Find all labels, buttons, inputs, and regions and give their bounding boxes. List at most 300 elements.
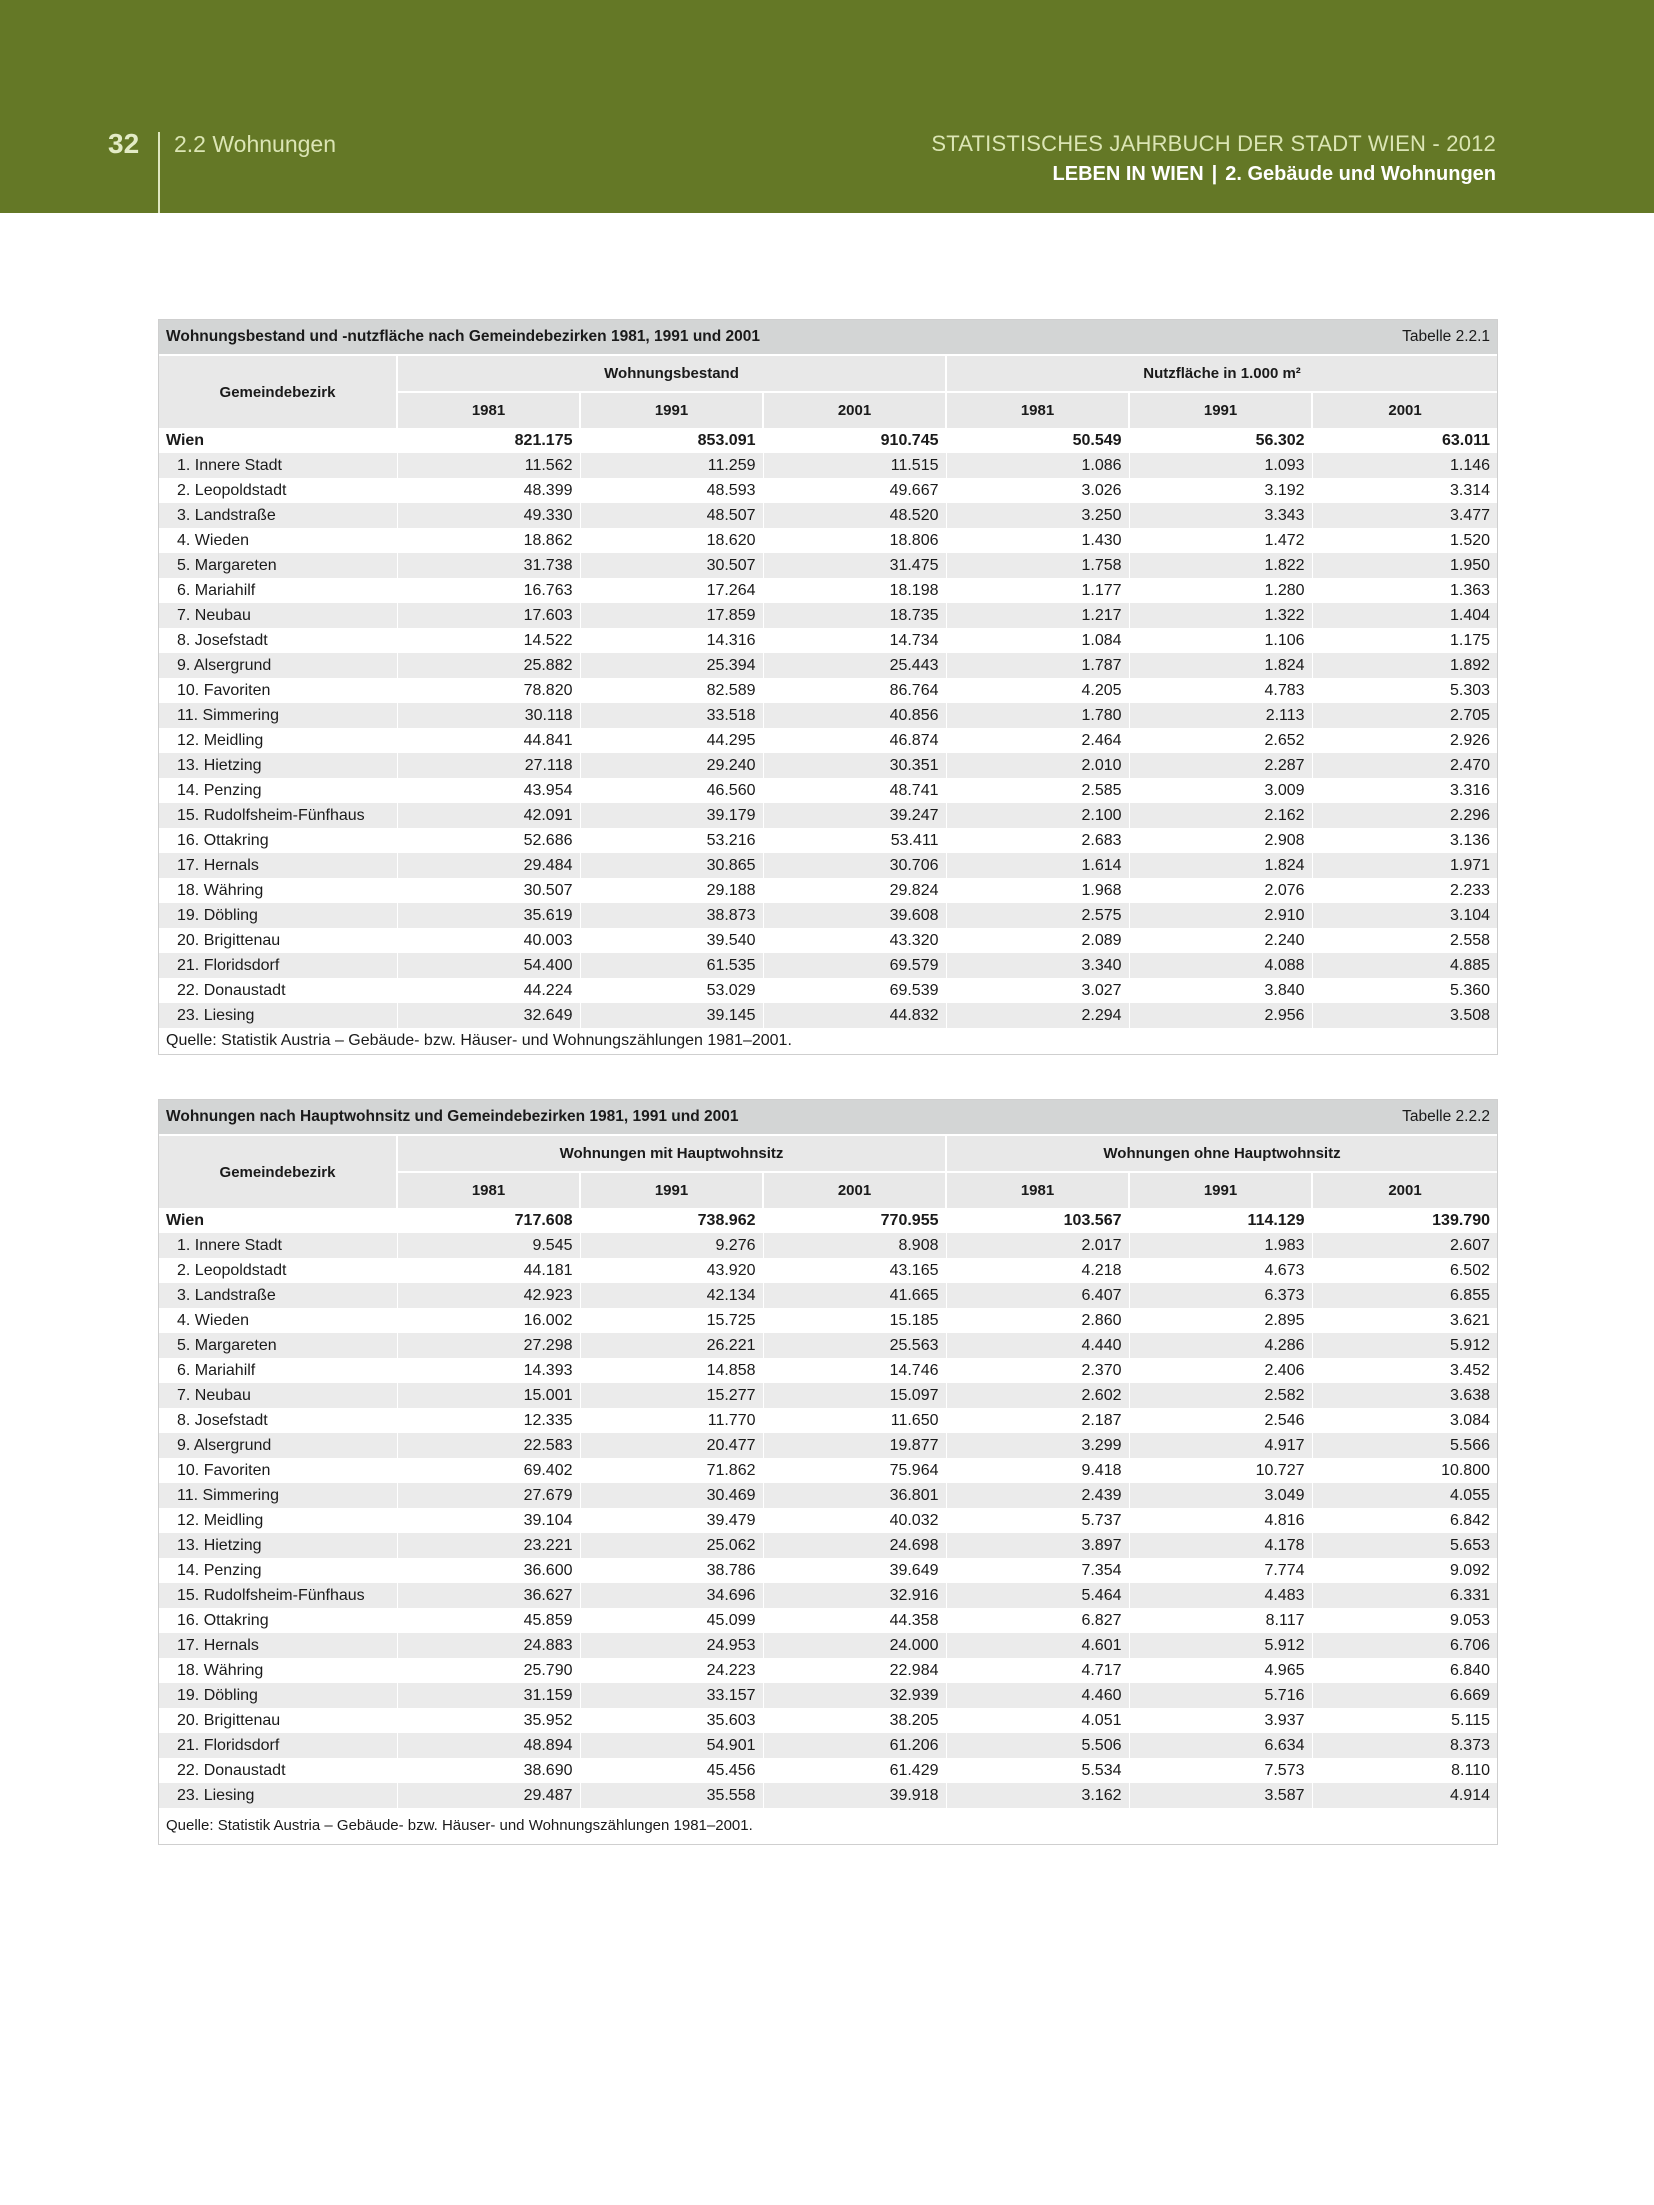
value-cell: 2.575 xyxy=(946,903,1129,928)
table-row xyxy=(159,1583,1497,1608)
value-cell: 9.545 xyxy=(397,1233,580,1258)
value-cell: 4.440 xyxy=(946,1333,1129,1358)
value-cell: 6.331 xyxy=(1312,1583,1497,1608)
district-name-cell: 17. Hernals xyxy=(159,853,397,878)
value-cell: 7.573 xyxy=(1129,1758,1312,1783)
table-row xyxy=(159,1283,1497,1308)
value-cell: 24.223 xyxy=(580,1658,763,1683)
value-cell: 25.394 xyxy=(580,653,763,678)
value-cell: 18.620 xyxy=(580,528,763,553)
value-cell: 43.920 xyxy=(580,1258,763,1283)
value-cell: 15.725 xyxy=(580,1308,763,1333)
year-header: 1981 xyxy=(397,392,580,428)
value-cell: 30.351 xyxy=(763,753,946,778)
value-cell: 3.340 xyxy=(946,953,1129,978)
table-row xyxy=(159,653,1497,678)
value-cell: 4.205 xyxy=(946,678,1129,703)
value-cell: 3.508 xyxy=(1312,1003,1497,1028)
value-cell: 42.134 xyxy=(580,1283,763,1308)
value-cell: 1.093 xyxy=(1129,453,1312,478)
value-cell: 7.354 xyxy=(946,1558,1129,1583)
value-cell: 14.522 xyxy=(397,628,580,653)
value-cell: 1.086 xyxy=(946,453,1129,478)
value-cell: 2.464 xyxy=(946,728,1129,753)
value-cell: 3.452 xyxy=(1312,1358,1497,1383)
value-cell: 6.669 xyxy=(1312,1683,1497,1708)
value-cell: 3.250 xyxy=(946,503,1129,528)
value-cell: 35.619 xyxy=(397,903,580,928)
value-cell: 1.968 xyxy=(946,878,1129,903)
value-cell: 2.607 xyxy=(1312,1233,1497,1258)
table-row xyxy=(159,1533,1497,1558)
value-cell: 31.475 xyxy=(763,553,946,578)
year-header: 1991 xyxy=(1129,392,1312,428)
district-name-cell: 7. Neubau xyxy=(159,1383,397,1408)
value-cell: 48.593 xyxy=(580,478,763,503)
chapter-part-2: 2. Gebäude und Wohnungen xyxy=(1225,163,1496,185)
value-cell: 2.683 xyxy=(946,828,1129,853)
value-cell: 15.001 xyxy=(397,1383,580,1408)
value-cell: 1.404 xyxy=(1312,603,1497,628)
value-cell: 34.696 xyxy=(580,1583,763,1608)
data-table xyxy=(159,320,1497,1054)
district-name-cell: 1. Innere Stadt xyxy=(159,453,397,478)
value-cell: 12.335 xyxy=(397,1408,580,1433)
value-cell: 27.679 xyxy=(397,1483,580,1508)
district-name-cell: 11. Simmering xyxy=(159,703,397,728)
value-cell: 3.621 xyxy=(1312,1308,1497,1333)
value-cell: 30.706 xyxy=(763,853,946,878)
value-cell: 8.110 xyxy=(1312,1758,1497,1783)
value-cell: 6.407 xyxy=(946,1283,1129,1308)
district-name-cell: 9. Alsergrund xyxy=(159,1433,397,1458)
table-row xyxy=(159,1558,1497,1583)
value-cell: 27.298 xyxy=(397,1333,580,1358)
value-cell: 43.954 xyxy=(397,778,580,803)
district-name-cell: 14. Penzing xyxy=(177,1562,262,1579)
value-cell: 61.535 xyxy=(580,953,763,978)
page-number: 32 xyxy=(108,128,140,159)
value-cell: 32.916 xyxy=(763,1583,946,1608)
value-cell: 43.320 xyxy=(763,928,946,953)
value-cell: 32.649 xyxy=(397,1003,580,1028)
table-title: Wohnungsbestand und -nutzfläche nach Gemeindebezirken 1981, 1991 und 2001 xyxy=(159,320,1129,354)
value-cell: 39.479 xyxy=(580,1508,763,1533)
value-cell: 31.738 xyxy=(397,553,580,578)
value-cell: 3.840 xyxy=(1129,978,1312,1003)
value-cell: 2.705 xyxy=(1312,703,1497,728)
table-row xyxy=(159,1308,1497,1333)
table-row xyxy=(159,1358,1497,1383)
district-name-cell: 20. Brigittenau xyxy=(177,1712,281,1729)
value-cell: 61.429 xyxy=(763,1758,946,1783)
value-cell: 1.084 xyxy=(946,628,1129,653)
value-cell: 8.908 xyxy=(763,1233,946,1258)
table-row xyxy=(159,678,1497,703)
district-name-cell: 18. Währing xyxy=(177,1662,264,1679)
year-header: 1981 xyxy=(946,392,1129,428)
district-name-cell: 2. Leopoldstadt xyxy=(177,1262,287,1279)
value-cell: 5.737 xyxy=(946,1508,1129,1533)
value-cell: 4.088 xyxy=(1129,953,1312,978)
value-cell: 4.717 xyxy=(946,1658,1129,1683)
table-row xyxy=(159,728,1497,753)
value-cell: 24.698 xyxy=(763,1533,946,1558)
value-cell: 54.400 xyxy=(397,953,580,978)
table-row xyxy=(159,1458,1497,1483)
district-name-cell: 4. Wieden xyxy=(177,1312,250,1329)
value-cell: 69.579 xyxy=(763,953,946,978)
value-cell: 82.589 xyxy=(580,678,763,703)
value-cell: 3.192 xyxy=(1129,478,1312,503)
value-cell: 9.092 xyxy=(1312,1558,1497,1583)
value-cell: 33.518 xyxy=(580,703,763,728)
table-row xyxy=(159,828,1497,853)
value-cell: 2.652 xyxy=(1129,728,1312,753)
value-cell: 1.892 xyxy=(1312,653,1497,678)
value-cell: 1.472 xyxy=(1129,528,1312,553)
table-row xyxy=(159,953,1497,978)
value-cell: 39.247 xyxy=(763,803,946,828)
value-cell: 1.322 xyxy=(1129,603,1312,628)
value-cell: 4.601 xyxy=(946,1633,1129,1658)
value-cell: 46.874 xyxy=(763,728,946,753)
value-cell: 39.608 xyxy=(763,903,946,928)
value-cell: 17.264 xyxy=(580,578,763,603)
table-row xyxy=(159,803,1497,828)
value-cell: 2.370 xyxy=(946,1358,1129,1383)
value-cell: 1.146 xyxy=(1312,453,1497,478)
value-cell: 3.587 xyxy=(1129,1783,1312,1808)
value-cell: 6.634 xyxy=(1129,1733,1312,1758)
value-cell: 4.055 xyxy=(1312,1483,1497,1508)
value-cell: 30.469 xyxy=(580,1483,763,1508)
value-cell: 1.971 xyxy=(1312,853,1497,878)
table-source: Quelle: Statistik Austria – Gebäude- bzw. Häuser- und Wohnungszählungen 1981–2001. xyxy=(166,1032,792,1049)
table-row xyxy=(159,1783,1497,1808)
district-name-cell: 8. Josefstadt xyxy=(177,1412,268,1429)
district-name-cell: 6. Mariahilf xyxy=(177,1362,256,1379)
value-cell: 2.558 xyxy=(1312,928,1497,953)
value-cell: 2.010 xyxy=(946,753,1129,778)
value-cell: 29.824 xyxy=(763,878,946,903)
group-header-2: Nutzfläche in 1.000 m² xyxy=(946,356,1497,392)
value-cell: 2.406 xyxy=(1129,1358,1312,1383)
value-cell: 14.858 xyxy=(580,1358,763,1383)
table-row xyxy=(159,1483,1497,1508)
value-cell: 6.373 xyxy=(1129,1283,1312,1308)
value-cell: 44.181 xyxy=(397,1258,580,1283)
district-name-cell: 21. Floridsdorf xyxy=(159,1733,397,1758)
district-name-cell: 19. Döbling xyxy=(159,1683,397,1708)
value-cell: 18.735 xyxy=(763,603,946,628)
district-name-cell: 9. Alsergrund xyxy=(159,653,397,678)
value-cell: 24.953 xyxy=(580,1633,763,1658)
district-name-cell: 5. Margareten xyxy=(159,1333,397,1358)
value-cell: 2.233 xyxy=(1312,878,1497,903)
value-cell: 35.952 xyxy=(397,1708,580,1733)
district-name-cell: 23. Liesing xyxy=(159,1003,397,1028)
value-cell: 14.746 xyxy=(763,1358,946,1383)
table-body xyxy=(159,1208,1497,1808)
district-name-cell: Wien xyxy=(166,1212,205,1229)
value-cell: 1.983 xyxy=(1129,1233,1312,1258)
table-row xyxy=(159,878,1497,903)
value-cell: 25.790 xyxy=(397,1658,580,1683)
value-cell: 139.790 xyxy=(1312,1208,1497,1233)
column-header-district: Gemeindebezirk xyxy=(159,1136,397,1208)
value-cell: 15.097 xyxy=(763,1383,946,1408)
value-cell: 9.418 xyxy=(946,1458,1129,1483)
value-cell: 8.373 xyxy=(1312,1733,1497,1758)
district-name-cell: 3. Landstraße xyxy=(159,1283,397,1308)
table-row xyxy=(159,578,1497,603)
value-cell: 4.178 xyxy=(1129,1533,1312,1558)
district-name-cell: 17. Hernals xyxy=(159,1633,397,1658)
value-cell: 5.716 xyxy=(1129,1683,1312,1708)
value-cell: 3.026 xyxy=(946,478,1129,503)
value-cell: 3.027 xyxy=(946,978,1129,1003)
table-title: Wohnungen nach Hauptwohnsitz und Gemeindebezirken 1981, 1991 und 2001 xyxy=(159,1100,1129,1134)
value-cell: 30.507 xyxy=(580,553,763,578)
value-cell: 18.806 xyxy=(763,528,946,553)
value-cell: 15.185 xyxy=(763,1308,946,1333)
district-name-cell: 21. Floridsdorf xyxy=(159,953,397,978)
value-cell: 2.582 xyxy=(1129,1383,1312,1408)
value-cell: 3.104 xyxy=(1312,903,1497,928)
value-cell: 18.862 xyxy=(397,528,580,553)
value-cell: 5.303 xyxy=(1312,678,1497,703)
value-cell: 2.287 xyxy=(1129,753,1312,778)
page-header xyxy=(0,0,1654,213)
value-cell: 4.460 xyxy=(946,1683,1129,1708)
value-cell: 22.984 xyxy=(763,1658,946,1683)
district-name-cell: 19. Döbling xyxy=(159,903,397,928)
value-cell: 2.910 xyxy=(1129,903,1312,928)
year-header: 2001 xyxy=(1312,1172,1497,1208)
value-cell: 1.217 xyxy=(946,603,1129,628)
value-cell: 3.638 xyxy=(1312,1383,1497,1408)
value-cell: 1.280 xyxy=(1129,578,1312,603)
table-row xyxy=(159,1333,1497,1358)
value-cell: 41.665 xyxy=(763,1283,946,1308)
value-cell: 1.822 xyxy=(1129,553,1312,578)
value-cell: 71.862 xyxy=(580,1458,763,1483)
district-name-cell: 3. Landstraße xyxy=(159,503,397,528)
value-cell: 5.464 xyxy=(946,1583,1129,1608)
value-cell: 1.758 xyxy=(946,553,1129,578)
value-cell: 30.865 xyxy=(580,853,763,878)
table-row xyxy=(159,528,1497,553)
table-row xyxy=(159,1003,1497,1028)
district-name-cell: 22. Donaustadt xyxy=(177,1762,286,1779)
district-name-cell: 23. Liesing xyxy=(159,1783,397,1808)
value-cell: 53.411 xyxy=(763,828,946,853)
district-name-cell: 8. Josefstadt xyxy=(177,632,268,649)
district-name-cell: 20. Brigittenau xyxy=(177,932,281,949)
value-cell: 42.091 xyxy=(397,803,580,828)
value-cell: 738.962 xyxy=(580,1208,763,1233)
district-name-cell: 22. Donaustadt xyxy=(177,982,286,999)
value-cell: 44.832 xyxy=(763,1003,946,1028)
value-cell: 1.614 xyxy=(946,853,1129,878)
value-cell: 4.783 xyxy=(1129,678,1312,703)
value-cell: 3.049 xyxy=(1129,1483,1312,1508)
value-cell: 39.649 xyxy=(763,1558,946,1583)
value-cell: 38.873 xyxy=(580,903,763,928)
value-cell: 5.566 xyxy=(1312,1433,1497,1458)
value-cell: 48.894 xyxy=(397,1733,580,1758)
value-cell: 48.507 xyxy=(580,503,763,528)
value-cell: 35.558 xyxy=(580,1783,763,1808)
header-divider xyxy=(158,132,160,213)
table-row xyxy=(159,603,1497,628)
value-cell: 3.299 xyxy=(946,1433,1129,1458)
value-cell: 2.089 xyxy=(946,928,1129,953)
value-cell: 3.009 xyxy=(1129,778,1312,803)
district-name-cell: 2. Leopoldstadt xyxy=(177,482,287,499)
value-cell: 18.198 xyxy=(763,578,946,603)
year-header: 2001 xyxy=(1312,392,1497,428)
value-cell: 44.358 xyxy=(763,1608,946,1633)
year-header: 1991 xyxy=(580,392,763,428)
table-row xyxy=(159,778,1497,803)
value-cell: 32.939 xyxy=(763,1683,946,1708)
table-row xyxy=(159,1758,1497,1783)
value-cell: 30.507 xyxy=(397,878,580,903)
value-cell: 27.118 xyxy=(397,753,580,778)
year-header: 1981 xyxy=(397,1172,580,1208)
value-cell: 5.912 xyxy=(1312,1333,1497,1358)
table-row xyxy=(159,1233,1497,1258)
value-cell: 52.686 xyxy=(397,828,580,853)
value-cell: 821.175 xyxy=(397,428,580,453)
value-cell: 23.221 xyxy=(397,1533,580,1558)
value-cell: 1.106 xyxy=(1129,628,1312,653)
value-cell: 2.546 xyxy=(1129,1408,1312,1433)
district-name-cell: 15. Rudolfsheim-Fünfhaus xyxy=(159,1583,397,1608)
value-cell: 46.560 xyxy=(580,778,763,803)
value-cell: 39.179 xyxy=(580,803,763,828)
value-cell: 4.286 xyxy=(1129,1333,1312,1358)
book-title: STATISTISCHES JAHRBUCH DER STADT WIEN - 2012 xyxy=(931,131,1496,156)
value-cell: 25.882 xyxy=(397,653,580,678)
table-row xyxy=(159,1608,1497,1633)
value-cell: 4.051 xyxy=(946,1708,1129,1733)
value-cell: 3.343 xyxy=(1129,503,1312,528)
value-cell: 2.860 xyxy=(946,1308,1129,1333)
value-cell: 48.520 xyxy=(763,503,946,528)
value-cell: 53.216 xyxy=(580,828,763,853)
value-cell: 29.240 xyxy=(580,753,763,778)
value-cell: 3.136 xyxy=(1312,828,1497,853)
value-cell: 16.763 xyxy=(397,578,580,603)
district-name-cell: 14. Penzing xyxy=(177,782,262,799)
year-header: 1991 xyxy=(1129,1172,1312,1208)
value-cell: 3.084 xyxy=(1312,1408,1497,1433)
value-cell: 2.585 xyxy=(946,778,1129,803)
district-name-cell: 10. Favoriten xyxy=(177,1462,271,1479)
value-cell: 11.650 xyxy=(763,1408,946,1433)
district-name-cell: 10. Favoriten xyxy=(177,682,271,699)
value-cell: 24.000 xyxy=(763,1633,946,1658)
value-cell: 2.076 xyxy=(1129,878,1312,903)
value-cell: 40.856 xyxy=(763,703,946,728)
value-cell: 5.360 xyxy=(1312,978,1497,1003)
value-cell: 1.363 xyxy=(1312,578,1497,603)
table-row xyxy=(159,853,1497,878)
district-name-cell: 16. Ottakring xyxy=(177,1612,269,1629)
value-cell: 2.187 xyxy=(946,1408,1129,1433)
value-cell: 2.296 xyxy=(1312,803,1497,828)
value-cell: 2.908 xyxy=(1129,828,1312,853)
value-cell: 2.294 xyxy=(946,1003,1129,1028)
table-id: Tabelle 2.2.2 xyxy=(1129,1100,1497,1134)
table-row xyxy=(159,503,1497,528)
value-cell: 5.534 xyxy=(946,1758,1129,1783)
group-header-2: Wohnungen ohne Hauptwohnsitz xyxy=(946,1136,1497,1172)
value-cell: 2.926 xyxy=(1312,728,1497,753)
table-2-2-2 xyxy=(158,1099,1498,1845)
value-cell: 2.602 xyxy=(946,1383,1129,1408)
value-cell: 14.393 xyxy=(397,1358,580,1383)
table-2-2-1 xyxy=(158,319,1498,1055)
year-header: 1991 xyxy=(580,1172,763,1208)
value-cell: 29.188 xyxy=(580,878,763,903)
value-cell: 6.827 xyxy=(946,1608,1129,1633)
value-cell: 1.950 xyxy=(1312,553,1497,578)
table-row xyxy=(159,628,1497,653)
chapter-part-1: LEBEN IN WIEN xyxy=(1052,163,1204,185)
value-cell: 15.277 xyxy=(580,1383,763,1408)
value-cell: 2.017 xyxy=(946,1233,1129,1258)
value-cell: 50.549 xyxy=(946,428,1129,453)
year-header: 2001 xyxy=(763,392,946,428)
value-cell: 4.673 xyxy=(1129,1258,1312,1283)
value-cell: 114.129 xyxy=(1129,1208,1312,1233)
value-cell: 4.483 xyxy=(1129,1583,1312,1608)
district-name-cell: 5. Margareten xyxy=(159,553,397,578)
table-row-total xyxy=(159,428,1497,453)
value-cell: 1.787 xyxy=(946,653,1129,678)
value-cell: 35.603 xyxy=(580,1708,763,1733)
table-row xyxy=(159,478,1497,503)
value-cell: 2.470 xyxy=(1312,753,1497,778)
value-cell: 22.583 xyxy=(397,1433,580,1458)
value-cell: 6.502 xyxy=(1312,1258,1497,1283)
value-cell: 36.801 xyxy=(763,1483,946,1508)
value-cell: 5.115 xyxy=(1312,1708,1497,1733)
group-header-1: Wohnungsbestand xyxy=(397,356,946,392)
value-cell: 10.727 xyxy=(1129,1458,1312,1483)
value-cell: 25.443 xyxy=(763,653,946,678)
value-cell: 78.820 xyxy=(397,678,580,703)
value-cell: 5.912 xyxy=(1129,1633,1312,1658)
value-cell: 20.477 xyxy=(580,1433,763,1458)
value-cell: 54.901 xyxy=(580,1733,763,1758)
value-cell: 1.780 xyxy=(946,703,1129,728)
value-cell: 38.690 xyxy=(397,1758,580,1783)
value-cell: 31.159 xyxy=(397,1683,580,1708)
value-cell: 3.897 xyxy=(946,1533,1129,1558)
value-cell: 30.118 xyxy=(397,703,580,728)
value-cell: 29.487 xyxy=(397,1783,580,1808)
district-name-cell: 15. Rudolfsheim-Fünfhaus xyxy=(159,803,397,828)
district-name-cell: 12. Meidling xyxy=(177,732,264,749)
value-cell: 36.600 xyxy=(397,1558,580,1583)
value-cell: 44.224 xyxy=(397,978,580,1003)
district-name-cell: 13. Hietzing xyxy=(159,753,397,778)
